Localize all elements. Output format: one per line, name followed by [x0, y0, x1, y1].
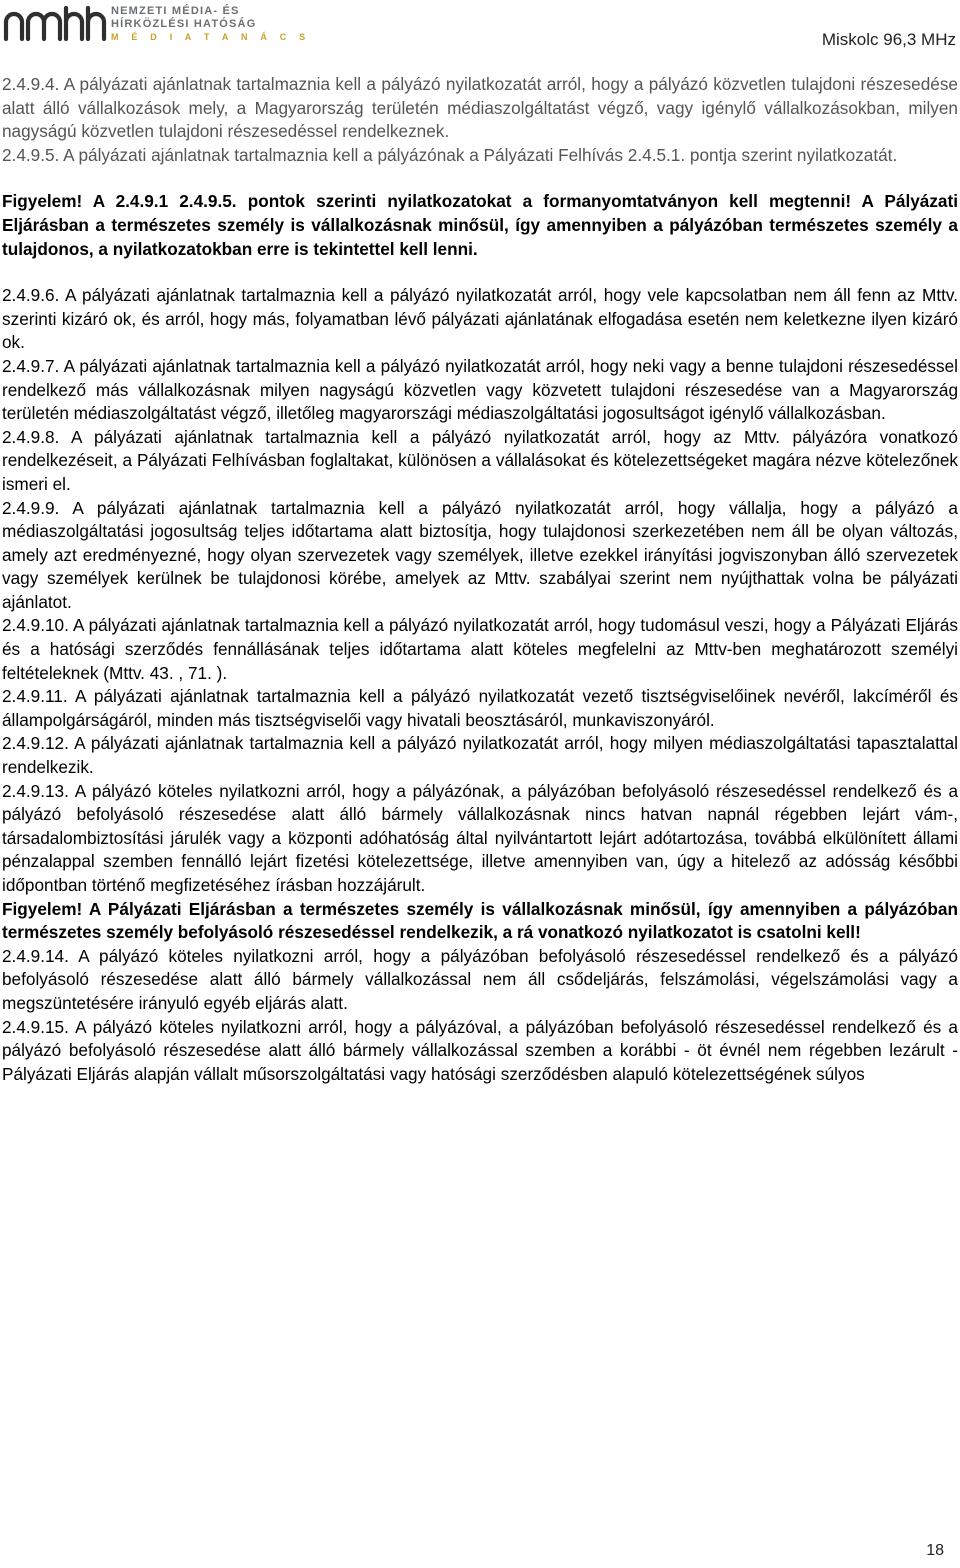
- spacer: [2, 261, 958, 284]
- station-label: Miskolc 96,3 MHz: [821, 30, 956, 49]
- paragraph-2-4-9-9: 2.4.9.9. A pályázati ajánlatnak tartalmaznia kell a pályázó nyilatkozatát arról, hogy vállalja, hogy a pályázó a médiaszolgáltatási jogosultság teljes időtartama alatt biztosítja, hogy tulajdonosi szerkezetében nem áll be olyan változás, amely azt eredményezné, hogy olyan szervezetek vagy személyek, illetve ezekkel irányítási jogviszonyban álló szervezetek vagy személyek kerülnek be tulajdonosi körébe, amelyek az Mttv. szabályai szerint nem nyújthattak volna be pályázati ajánlatot.: [2, 497, 958, 612]
- notice-paragraph-1: Figyelem! A 2.4.9.1 2.4.9.5. pontok szerinti nyilatkozatokat a formanyomtatványon kell megtenni! A Pályázati Eljárásban a természetes személy is vállalkozásnak minősül, így amennyiben a pályázóban természetes személy a tulajdonos, a nyilatkozatokban erre is tekintettel kell lenni.: [2, 191, 958, 259]
- logo-text: [111, 5, 310, 43]
- nmhh-logo-icon: [2, 4, 107, 42]
- logo-line-2: HÍRKÖZLÉSI HATÓSÁG: [111, 18, 257, 30]
- paragraph-2-4-9-11: 2.4.9.11. A pályázati ajánlatnak tartalmaznia kell a pályázó nyilatkozatát vezető tisztségviselőinek nevéről, lakcíméről és állampolgárságáról, minden más tisztségviselői vagy hivatali beosztásáról, munkaviszonyáról.: [2, 686, 958, 730]
- paragraph-2-4-9-6: 2.4.9.6. A pályázati ajánlatnak tartalmaznia kell a pályázó nyilatkozatát arról, hogy vele kapcsolatban nem áll fenn az Mttv. szerinti kizáró ok, és arról, hogy más, folyamatban lévő pályázati ajánlatának elfogadása esetén nem keletkezne ilyen kizáró ok.: [2, 285, 958, 353]
- paragraph-2-4-9-8: 2.4.9.8. A pályázati ajánlatnak tartalmaznia kell a pályázó nyilatkozatát arról, hogy az Mttv. pályázóra vonatkozó rendelkezéseit, a Pályázati Felhívásban foglaltakat, különösen a vállalásokat és kötelezettségeket magára nézve kötelezőnek ismeri el.: [2, 426, 958, 494]
- paragraph-2-4-9-15: 2.4.9.15. A pályázó köteles nyilatkozni arról, hogy a pályázóval, a pályázóban befolyásoló részesedéssel rendelkező és a pályázó befolyásoló részesedése alatt álló bármely vállalkozással szemben a korábbi - öt évnél nem régebben lezárult - Pályázati Eljárás alapján vállalt műsorszolgáltatási vagy hatósági szerződésben alapuló kötelezettségének súlyos: [2, 1016, 958, 1084]
- paragraph-2-4-9-7: 2.4.9.7. A pályázati ajánlatnak tartalmaznia kell a pályázó nyilatkozatát arról, hogy neki vagy a benne tulajdoni részesedéssel rendelkező más vállalkozásnak milyen nagyságú közvetlen vagy közvetett tulajdoni részesedése van a Magyarország területén médiaszolgáltatást végző, illetőleg magyarországi médiaszolgáltatási jogosultságot igénylő vállalkozásban.: [2, 355, 958, 424]
- paragraph-2-4-9-14: 2.4.9.14. A pályázó köteles nyilatkozni arról, hogy a pályázóban befolyásoló részesedéssel rendelkező és a pályázó befolyásoló részesedése alatt álló bármely vállalkozással nem áll csődeljárás, felszámolási, végelszámolási vagy a megszüntetésére irányuló egyéb eljárás alatt.: [2, 945, 958, 1013]
- page-header: [0, 0, 960, 50]
- spacer: [2, 167, 958, 190]
- paragraph-2-4-9-4: 2.4.9.4. A pályázati ajánlatnak tartalmaznia kell a pályázó nyilatkozatát arról, hogy a pályázó közvetlen tulajdoni részesedése alatt álló vállalkozások mely, a Magyarország területén médiaszolgáltatást végző, vagy igénylő vállalkozásokban, milyen nagyságú közvetlen tulajdoni részesedéssel rendelkeznek.: [2, 74, 958, 142]
- paragraph-2-4-9-13: 2.4.9.13. A pályázó köteles nyilatkozni arról, hogy a pályázónak, a pályázóban befolyásoló részesedéssel rendelkező és a pályázó befolyásoló részesedése alatt álló bármely vállalkozásnak nincs hatvan napnál régebben lejárt vám-, társadalombiztosítási járulék vagy a központi adóhatóság által nyilvántartott lejárt adótartozása, továbbá elkülönített állami pénzalappal szemben fennálló lejárt fizetési kötelezettsége, illetve amennyiben van, úgy a hitelező az adósság későbbi időpontban történő megfizetéséhez írásban hozzájárult.: [2, 780, 958, 895]
- logo-line-1: NEMZETI MÉDIA- ÉS: [111, 5, 240, 17]
- notice-paragraph-2: Figyelem! A Pályázati Eljárásban a természetes személy is vállalkozásnak minősül, így amennyiben a pályázóban természetes személy befolyásoló részesedéssel rendelkezik, a rá vonatkozó nyilatkozatot is csatolni kell!: [2, 898, 958, 943]
- paragraph-2-4-9-12: 2.4.9.12. A pályázati ajánlatnak tartalmaznia kell a pályázó nyilatkozatát arról, hogy milyen médiaszolgáltatási tapasztalattal rendelkezik.: [2, 733, 958, 778]
- paragraph-2-4-9-5: 2.4.9.5. A pályázati ajánlatnak tartalmaznia kell a pályázónak a Pályázati Felhívás 2.4.5.1. pontja szerint nyilatkozatát.: [2, 144, 898, 165]
- logo-line-3: M É D I A T A N Á C S: [111, 32, 311, 42]
- page-number: 18: [926, 1542, 944, 1559]
- nmhh-logo: [2, 4, 310, 43]
- document-body: [2, 73, 958, 1086]
- paragraph-2-4-9-10: 2.4.9.10. A pályázati ajánlatnak tartalmaznia kell a pályázó nyilatkozatát arról, hogy tudomásul veszi, hogy a Pályázati Eljárás és a hatósági szerződés fennállásának teljes időtartama alatt köteles megfelelni az Mttv-ben meghatározott személyi feltételeknek (Mttv. 43. , 71. ).: [2, 615, 958, 683]
